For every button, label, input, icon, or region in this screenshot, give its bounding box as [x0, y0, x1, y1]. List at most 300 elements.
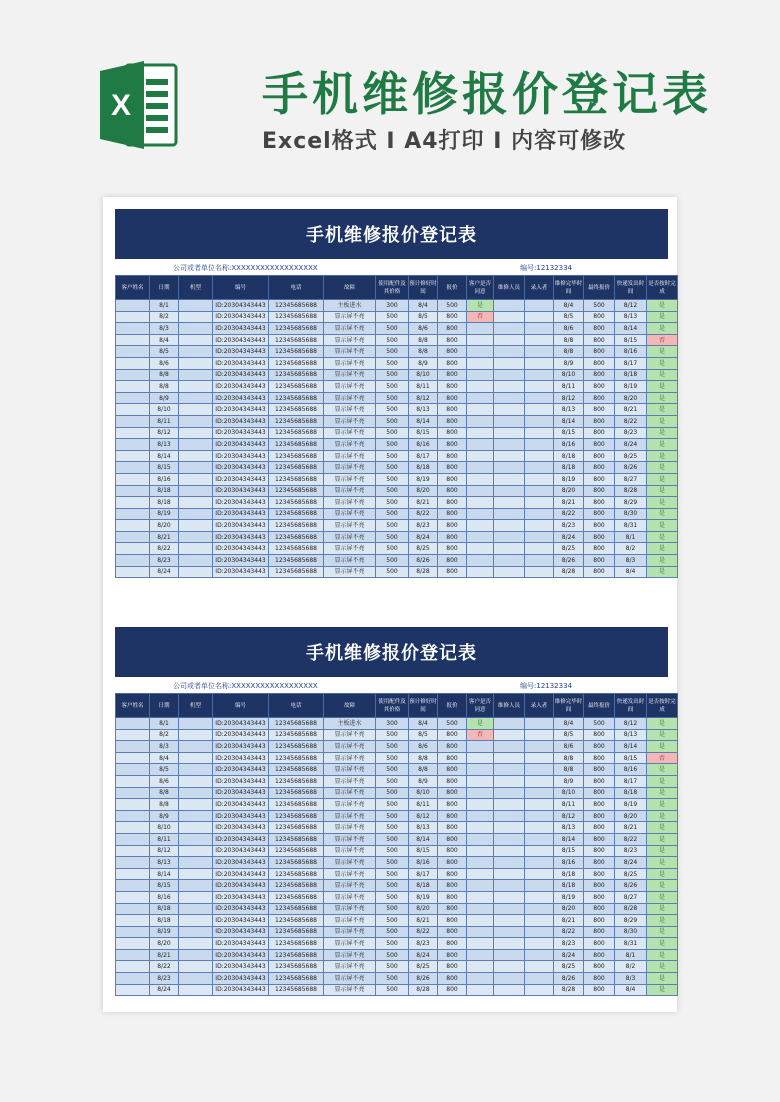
cell-customer-agree[interactable] [467, 752, 494, 764]
cell-quote[interactable]: 800 [438, 415, 467, 427]
cell-ship-time[interactable]: 8/2 [615, 543, 647, 555]
cell-customer-agree[interactable] [467, 857, 494, 869]
cell-ship-time[interactable]: 8/25 [615, 450, 647, 462]
cell-technician[interactable] [494, 845, 525, 857]
cell-parts-price[interactable]: 500 [376, 381, 409, 393]
cell-customer-agree[interactable] [467, 427, 494, 439]
cell-done-time[interactable]: 8/14 [554, 833, 584, 845]
cell-customer-name[interactable] [116, 311, 150, 323]
cell-technician[interactable] [494, 729, 525, 741]
cell-date[interactable]: 8/6 [150, 775, 179, 787]
cell-phone[interactable]: 12345685688 [269, 357, 324, 369]
cell-phone[interactable]: 12345685688 [269, 520, 324, 532]
cell-quote[interactable]: 800 [438, 369, 467, 381]
cell-on-time[interactable]: 是 [647, 415, 678, 427]
cell-phone[interactable]: 12345685688 [269, 799, 324, 811]
cell-technician[interactable] [494, 497, 525, 509]
cell-eta[interactable]: 8/8 [409, 346, 438, 358]
cell-entered-by[interactable] [525, 323, 554, 335]
cell-id-number[interactable]: ID:20304343443 [213, 891, 269, 903]
cell-phone[interactable]: 12345685688 [269, 949, 324, 961]
cell-entered-by[interactable] [525, 729, 554, 741]
cell-final-quote[interactable]: 800 [584, 915, 615, 927]
cell-final-quote[interactable]: 800 [584, 311, 615, 323]
cell-on-time[interactable]: 是 [647, 915, 678, 927]
cell-id-number[interactable]: ID:20304343443 [213, 357, 269, 369]
cell-customer-agree[interactable] [467, 462, 494, 474]
cell-entered-by[interactable] [525, 334, 554, 346]
cell-ship-time[interactable]: 8/30 [615, 508, 647, 520]
cell-customer-name[interactable] [116, 392, 150, 404]
cell-phone[interactable]: 12345685688 [269, 915, 324, 927]
cell-customer-agree[interactable] [467, 787, 494, 799]
cell-id-number[interactable]: ID:20304343443 [213, 729, 269, 741]
cell-quote[interactable]: 800 [438, 949, 467, 961]
cell-final-quote[interactable]: 800 [584, 357, 615, 369]
cell-done-time[interactable]: 8/25 [554, 543, 584, 555]
cell-technician[interactable] [494, 799, 525, 811]
cell-parts-price[interactable]: 500 [376, 799, 409, 811]
cell-quote[interactable]: 800 [438, 961, 467, 973]
cell-parts-price[interactable]: 500 [376, 984, 409, 996]
cell-date[interactable]: 8/14 [150, 868, 179, 880]
cell-technician[interactable] [494, 822, 525, 834]
cell-ship-time[interactable]: 8/15 [615, 334, 647, 346]
cell-customer-agree[interactable] [467, 543, 494, 555]
cell-date[interactable]: 8/1 [150, 300, 179, 312]
cell-done-time[interactable]: 8/11 [554, 381, 584, 393]
cell-on-time[interactable]: 是 [647, 868, 678, 880]
cell-customer-name[interactable] [116, 787, 150, 799]
cell-quote[interactable]: 800 [438, 891, 467, 903]
cell-technician[interactable] [494, 357, 525, 369]
cell-date[interactable]: 8/11 [150, 415, 179, 427]
cell-phone[interactable]: 12345685688 [269, 404, 324, 416]
cell-quote[interactable]: 800 [438, 799, 467, 811]
cell-final-quote[interactable]: 800 [584, 961, 615, 973]
cell-technician[interactable] [494, 938, 525, 950]
cell-ship-time[interactable]: 8/3 [615, 973, 647, 985]
cell-model[interactable] [179, 415, 213, 427]
cell-entered-by[interactable] [525, 439, 554, 451]
cell-model[interactable] [179, 404, 213, 416]
cell-ship-time[interactable]: 8/12 [615, 718, 647, 730]
cell-ship-time[interactable]: 8/29 [615, 497, 647, 509]
cell-customer-name[interactable] [116, 473, 150, 485]
cell-phone[interactable]: 12345685688 [269, 973, 324, 985]
cell-on-time[interactable]: 是 [647, 566, 678, 578]
cell-customer-agree[interactable] [467, 439, 494, 451]
cell-parts-price[interactable]: 500 [376, 566, 409, 578]
cell-fault[interactable]: 显示屏不亮 [324, 775, 376, 787]
cell-date[interactable]: 8/22 [150, 543, 179, 555]
cell-entered-by[interactable] [525, 868, 554, 880]
cell-date[interactable]: 8/9 [150, 392, 179, 404]
cell-parts-price[interactable]: 500 [376, 752, 409, 764]
cell-technician[interactable] [494, 439, 525, 451]
cell-phone[interactable]: 12345685688 [269, 508, 324, 520]
cell-customer-agree[interactable] [467, 566, 494, 578]
cell-fault[interactable]: 显示屏不亮 [324, 857, 376, 869]
cell-entered-by[interactable] [525, 949, 554, 961]
cell-id-number[interactable]: ID:20304343443 [213, 880, 269, 892]
cell-ship-time[interactable]: 8/17 [615, 357, 647, 369]
cell-model[interactable] [179, 891, 213, 903]
cell-id-number[interactable]: ID:20304343443 [213, 346, 269, 358]
cell-ship-time[interactable]: 8/23 [615, 845, 647, 857]
cell-eta[interactable]: 8/23 [409, 520, 438, 532]
cell-technician[interactable] [494, 531, 525, 543]
cell-fault[interactable]: 显示屏不亮 [324, 531, 376, 543]
cell-model[interactable] [179, 485, 213, 497]
cell-final-quote[interactable]: 800 [584, 938, 615, 950]
cell-done-time[interactable]: 8/11 [554, 799, 584, 811]
cell-done-time[interactable]: 8/13 [554, 822, 584, 834]
cell-fault[interactable]: 显示屏不亮 [324, 729, 376, 741]
cell-customer-name[interactable] [116, 845, 150, 857]
cell-technician[interactable] [494, 346, 525, 358]
cell-customer-name[interactable] [116, 741, 150, 753]
cell-id-number[interactable]: ID:20304343443 [213, 868, 269, 880]
cell-eta[interactable]: 8/13 [409, 404, 438, 416]
cell-fault[interactable]: 显示屏不亮 [324, 473, 376, 485]
cell-done-time[interactable]: 8/25 [554, 961, 584, 973]
cell-ship-time[interactable]: 8/1 [615, 949, 647, 961]
cell-customer-agree[interactable] [467, 868, 494, 880]
cell-final-quote[interactable]: 800 [584, 555, 615, 567]
cell-quote[interactable]: 800 [438, 323, 467, 335]
cell-quote[interactable]: 800 [438, 346, 467, 358]
cell-final-quote[interactable]: 800 [584, 764, 615, 776]
cell-on-time[interactable]: 是 [647, 300, 678, 312]
cell-customer-name[interactable] [116, 334, 150, 346]
cell-id-number[interactable]: ID:20304343443 [213, 381, 269, 393]
cell-date[interactable]: 8/8 [150, 381, 179, 393]
cell-phone[interactable]: 12345685688 [269, 473, 324, 485]
cell-eta[interactable]: 8/4 [409, 300, 438, 312]
cell-model[interactable] [179, 938, 213, 950]
cell-phone[interactable]: 12345685688 [269, 392, 324, 404]
cell-eta[interactable]: 8/10 [409, 787, 438, 799]
cell-technician[interactable] [494, 926, 525, 938]
cell-parts-price[interactable]: 500 [376, 775, 409, 787]
cell-on-time[interactable]: 是 [647, 531, 678, 543]
cell-ship-time[interactable]: 8/4 [615, 984, 647, 996]
cell-phone[interactable]: 12345685688 [269, 787, 324, 799]
cell-on-time[interactable]: 是 [647, 357, 678, 369]
cell-technician[interactable] [494, 427, 525, 439]
cell-customer-name[interactable] [116, 300, 150, 312]
cell-model[interactable] [179, 334, 213, 346]
cell-quote[interactable]: 800 [438, 833, 467, 845]
cell-ship-time[interactable]: 8/28 [615, 903, 647, 915]
cell-done-time[interactable]: 8/8 [554, 334, 584, 346]
cell-model[interactable] [179, 857, 213, 869]
cell-done-time[interactable]: 8/4 [554, 300, 584, 312]
cell-technician[interactable] [494, 903, 525, 915]
cell-fault[interactable]: 显示屏不亮 [324, 415, 376, 427]
cell-customer-name[interactable] [116, 566, 150, 578]
cell-eta[interactable]: 8/6 [409, 741, 438, 753]
cell-phone[interactable]: 12345685688 [269, 566, 324, 578]
cell-date[interactable]: 8/10 [150, 822, 179, 834]
cell-quote[interactable]: 800 [438, 880, 467, 892]
cell-fault[interactable]: 显示屏不亮 [324, 555, 376, 567]
cell-done-time[interactable]: 8/23 [554, 520, 584, 532]
cell-final-quote[interactable]: 800 [584, 427, 615, 439]
cell-eta[interactable]: 8/6 [409, 323, 438, 335]
cell-entered-by[interactable] [525, 741, 554, 753]
cell-customer-name[interactable] [116, 799, 150, 811]
cell-done-time[interactable]: 8/13 [554, 404, 584, 416]
cell-done-time[interactable]: 8/20 [554, 485, 584, 497]
cell-customer-agree[interactable] [467, 323, 494, 335]
cell-id-number[interactable]: ID:20304343443 [213, 392, 269, 404]
cell-model[interactable] [179, 880, 213, 892]
cell-on-time[interactable]: 是 [647, 938, 678, 950]
cell-parts-price[interactable]: 500 [376, 891, 409, 903]
cell-done-time[interactable]: 8/18 [554, 880, 584, 892]
cell-fault[interactable]: 显示屏不亮 [324, 822, 376, 834]
cell-technician[interactable] [494, 718, 525, 730]
cell-customer-name[interactable] [116, 404, 150, 416]
cell-ship-time[interactable]: 8/20 [615, 810, 647, 822]
cell-id-number[interactable]: ID:20304343443 [213, 764, 269, 776]
cell-technician[interactable] [494, 949, 525, 961]
cell-model[interactable] [179, 949, 213, 961]
cell-fault[interactable]: 显示屏不亮 [324, 787, 376, 799]
cell-parts-price[interactable]: 500 [376, 334, 409, 346]
cell-entered-by[interactable] [525, 357, 554, 369]
cell-parts-price[interactable]: 300 [376, 300, 409, 312]
cell-technician[interactable] [494, 810, 525, 822]
cell-customer-name[interactable] [116, 961, 150, 973]
cell-technician[interactable] [494, 891, 525, 903]
cell-entered-by[interactable] [525, 531, 554, 543]
cell-parts-price[interactable]: 300 [376, 718, 409, 730]
cell-final-quote[interactable]: 800 [584, 462, 615, 474]
cell-ship-time[interactable]: 8/27 [615, 473, 647, 485]
cell-customer-agree[interactable] [467, 392, 494, 404]
cell-final-quote[interactable]: 500 [584, 718, 615, 730]
cell-quote[interactable]: 800 [438, 775, 467, 787]
cell-eta[interactable]: 8/8 [409, 752, 438, 764]
cell-on-time[interactable]: 是 [647, 903, 678, 915]
cell-entered-by[interactable] [525, 520, 554, 532]
cell-on-time[interactable]: 是 [647, 555, 678, 567]
cell-eta[interactable]: 8/24 [409, 531, 438, 543]
cell-eta[interactable]: 8/25 [409, 543, 438, 555]
cell-customer-name[interactable] [116, 926, 150, 938]
cell-done-time[interactable]: 8/9 [554, 357, 584, 369]
cell-parts-price[interactable]: 500 [376, 311, 409, 323]
cell-on-time[interactable]: 是 [647, 450, 678, 462]
cell-done-time[interactable]: 8/22 [554, 508, 584, 520]
cell-date[interactable]: 8/14 [150, 450, 179, 462]
cell-on-time[interactable]: 是 [647, 822, 678, 834]
cell-date[interactable]: 8/20 [150, 938, 179, 950]
cell-technician[interactable] [494, 404, 525, 416]
cell-date[interactable]: 8/23 [150, 555, 179, 567]
cell-technician[interactable] [494, 566, 525, 578]
cell-done-time[interactable]: 8/21 [554, 497, 584, 509]
cell-ship-time[interactable]: 8/3 [615, 555, 647, 567]
cell-id-number[interactable]: ID:20304343443 [213, 508, 269, 520]
cell-parts-price[interactable]: 500 [376, 427, 409, 439]
cell-technician[interactable] [494, 741, 525, 753]
cell-parts-price[interactable]: 500 [376, 404, 409, 416]
cell-final-quote[interactable]: 800 [584, 729, 615, 741]
cell-phone[interactable]: 12345685688 [269, 450, 324, 462]
cell-model[interactable] [179, 718, 213, 730]
cell-eta[interactable]: 8/22 [409, 926, 438, 938]
cell-id-number[interactable]: ID:20304343443 [213, 334, 269, 346]
cell-date[interactable]: 8/11 [150, 833, 179, 845]
cell-customer-agree[interactable] [467, 473, 494, 485]
cell-final-quote[interactable]: 800 [584, 787, 615, 799]
cell-quote[interactable]: 800 [438, 462, 467, 474]
cell-eta[interactable]: 8/15 [409, 427, 438, 439]
cell-technician[interactable] [494, 868, 525, 880]
cell-final-quote[interactable]: 800 [584, 334, 615, 346]
cell-phone[interactable]: 12345685688 [269, 334, 324, 346]
cell-model[interactable] [179, 961, 213, 973]
cell-entered-by[interactable] [525, 799, 554, 811]
cell-model[interactable] [179, 799, 213, 811]
cell-id-number[interactable]: ID:20304343443 [213, 566, 269, 578]
cell-quote[interactable]: 800 [438, 543, 467, 555]
cell-phone[interactable]: 12345685688 [269, 415, 324, 427]
cell-fault[interactable]: 显示屏不亮 [324, 799, 376, 811]
cell-entered-by[interactable] [525, 462, 554, 474]
cell-customer-name[interactable] [116, 949, 150, 961]
cell-quote[interactable]: 800 [438, 764, 467, 776]
cell-date[interactable]: 8/12 [150, 845, 179, 857]
cell-fault[interactable]: 显示屏不亮 [324, 764, 376, 776]
cell-id-number[interactable]: ID:20304343443 [213, 903, 269, 915]
cell-fault[interactable]: 显示屏不亮 [324, 741, 376, 753]
cell-parts-price[interactable]: 500 [376, 764, 409, 776]
cell-technician[interactable] [494, 752, 525, 764]
cell-fault[interactable]: 显示屏不亮 [324, 497, 376, 509]
cell-model[interactable] [179, 311, 213, 323]
cell-customer-name[interactable] [116, 415, 150, 427]
cell-phone[interactable]: 12345685688 [269, 346, 324, 358]
cell-id-number[interactable]: ID:20304343443 [213, 833, 269, 845]
cell-final-quote[interactable]: 800 [584, 369, 615, 381]
cell-final-quote[interactable]: 800 [584, 752, 615, 764]
cell-final-quote[interactable]: 800 [584, 880, 615, 892]
cell-entered-by[interactable] [525, 833, 554, 845]
cell-ship-time[interactable]: 8/27 [615, 891, 647, 903]
cell-customer-name[interactable] [116, 485, 150, 497]
cell-eta[interactable]: 8/19 [409, 891, 438, 903]
cell-eta[interactable]: 8/25 [409, 961, 438, 973]
cell-quote[interactable]: 800 [438, 938, 467, 950]
cell-fault[interactable]: 显示屏不亮 [324, 961, 376, 973]
cell-date[interactable]: 8/8 [150, 369, 179, 381]
cell-ship-time[interactable]: 8/16 [615, 346, 647, 358]
cell-on-time[interactable]: 是 [647, 311, 678, 323]
cell-model[interactable] [179, 822, 213, 834]
cell-customer-name[interactable] [116, 718, 150, 730]
cell-ship-time[interactable]: 8/19 [615, 799, 647, 811]
cell-on-time[interactable]: 是 [647, 891, 678, 903]
cell-model[interactable] [179, 369, 213, 381]
cell-fault[interactable]: 显示屏不亮 [324, 369, 376, 381]
cell-entered-by[interactable] [525, 810, 554, 822]
cell-quote[interactable]: 800 [438, 752, 467, 764]
cell-final-quote[interactable]: 800 [584, 381, 615, 393]
cell-fault[interactable]: 显示屏不亮 [324, 984, 376, 996]
cell-ship-time[interactable]: 8/25 [615, 868, 647, 880]
cell-parts-price[interactable]: 500 [376, 926, 409, 938]
cell-eta[interactable]: 8/26 [409, 555, 438, 567]
cell-technician[interactable] [494, 392, 525, 404]
cell-customer-agree[interactable]: 是 [467, 718, 494, 730]
cell-ship-time[interactable]: 8/28 [615, 485, 647, 497]
cell-eta[interactable]: 8/18 [409, 462, 438, 474]
cell-final-quote[interactable]: 800 [584, 450, 615, 462]
cell-parts-price[interactable]: 500 [376, 787, 409, 799]
cell-eta[interactable]: 8/8 [409, 334, 438, 346]
cell-model[interactable] [179, 810, 213, 822]
cell-on-time[interactable]: 是 [647, 369, 678, 381]
cell-phone[interactable]: 12345685688 [269, 439, 324, 451]
cell-fault[interactable]: 显示屏不亮 [324, 508, 376, 520]
cell-id-number[interactable]: ID:20304343443 [213, 857, 269, 869]
cell-customer-agree[interactable] [467, 799, 494, 811]
cell-final-quote[interactable]: 500 [584, 300, 615, 312]
cell-customer-name[interactable] [116, 531, 150, 543]
cell-technician[interactable] [494, 961, 525, 973]
cell-customer-name[interactable] [116, 775, 150, 787]
cell-technician[interactable] [494, 334, 525, 346]
cell-quote[interactable]: 800 [438, 311, 467, 323]
cell-technician[interactable] [494, 311, 525, 323]
cell-model[interactable] [179, 439, 213, 451]
cell-done-time[interactable]: 8/8 [554, 346, 584, 358]
cell-final-quote[interactable]: 800 [584, 973, 615, 985]
cell-ship-time[interactable]: 8/19 [615, 381, 647, 393]
cell-eta[interactable]: 8/16 [409, 857, 438, 869]
cell-phone[interactable]: 12345685688 [269, 741, 324, 753]
cell-model[interactable] [179, 984, 213, 996]
cell-customer-name[interactable] [116, 381, 150, 393]
cell-fault[interactable]: 显示屏不亮 [324, 752, 376, 764]
cell-fault[interactable]: 显示屏不亮 [324, 810, 376, 822]
cell-final-quote[interactable]: 800 [584, 323, 615, 335]
cell-model[interactable] [179, 323, 213, 335]
cell-customer-agree[interactable] [467, 404, 494, 416]
cell-quote[interactable]: 800 [438, 555, 467, 567]
cell-entered-by[interactable] [525, 961, 554, 973]
cell-id-number[interactable]: ID:20304343443 [213, 741, 269, 753]
cell-eta[interactable]: 8/8 [409, 764, 438, 776]
cell-done-time[interactable]: 8/12 [554, 392, 584, 404]
cell-phone[interactable]: 12345685688 [269, 718, 324, 730]
cell-ship-time[interactable]: 8/14 [615, 323, 647, 335]
cell-final-quote[interactable]: 800 [584, 473, 615, 485]
cell-customer-agree[interactable] [467, 334, 494, 346]
cell-on-time[interactable]: 否 [647, 752, 678, 764]
cell-model[interactable] [179, 915, 213, 927]
cell-customer-name[interactable] [116, 984, 150, 996]
cell-on-time[interactable]: 是 [647, 787, 678, 799]
cell-on-time[interactable]: 是 [647, 404, 678, 416]
cell-eta[interactable]: 8/19 [409, 473, 438, 485]
cell-quote[interactable]: 800 [438, 984, 467, 996]
